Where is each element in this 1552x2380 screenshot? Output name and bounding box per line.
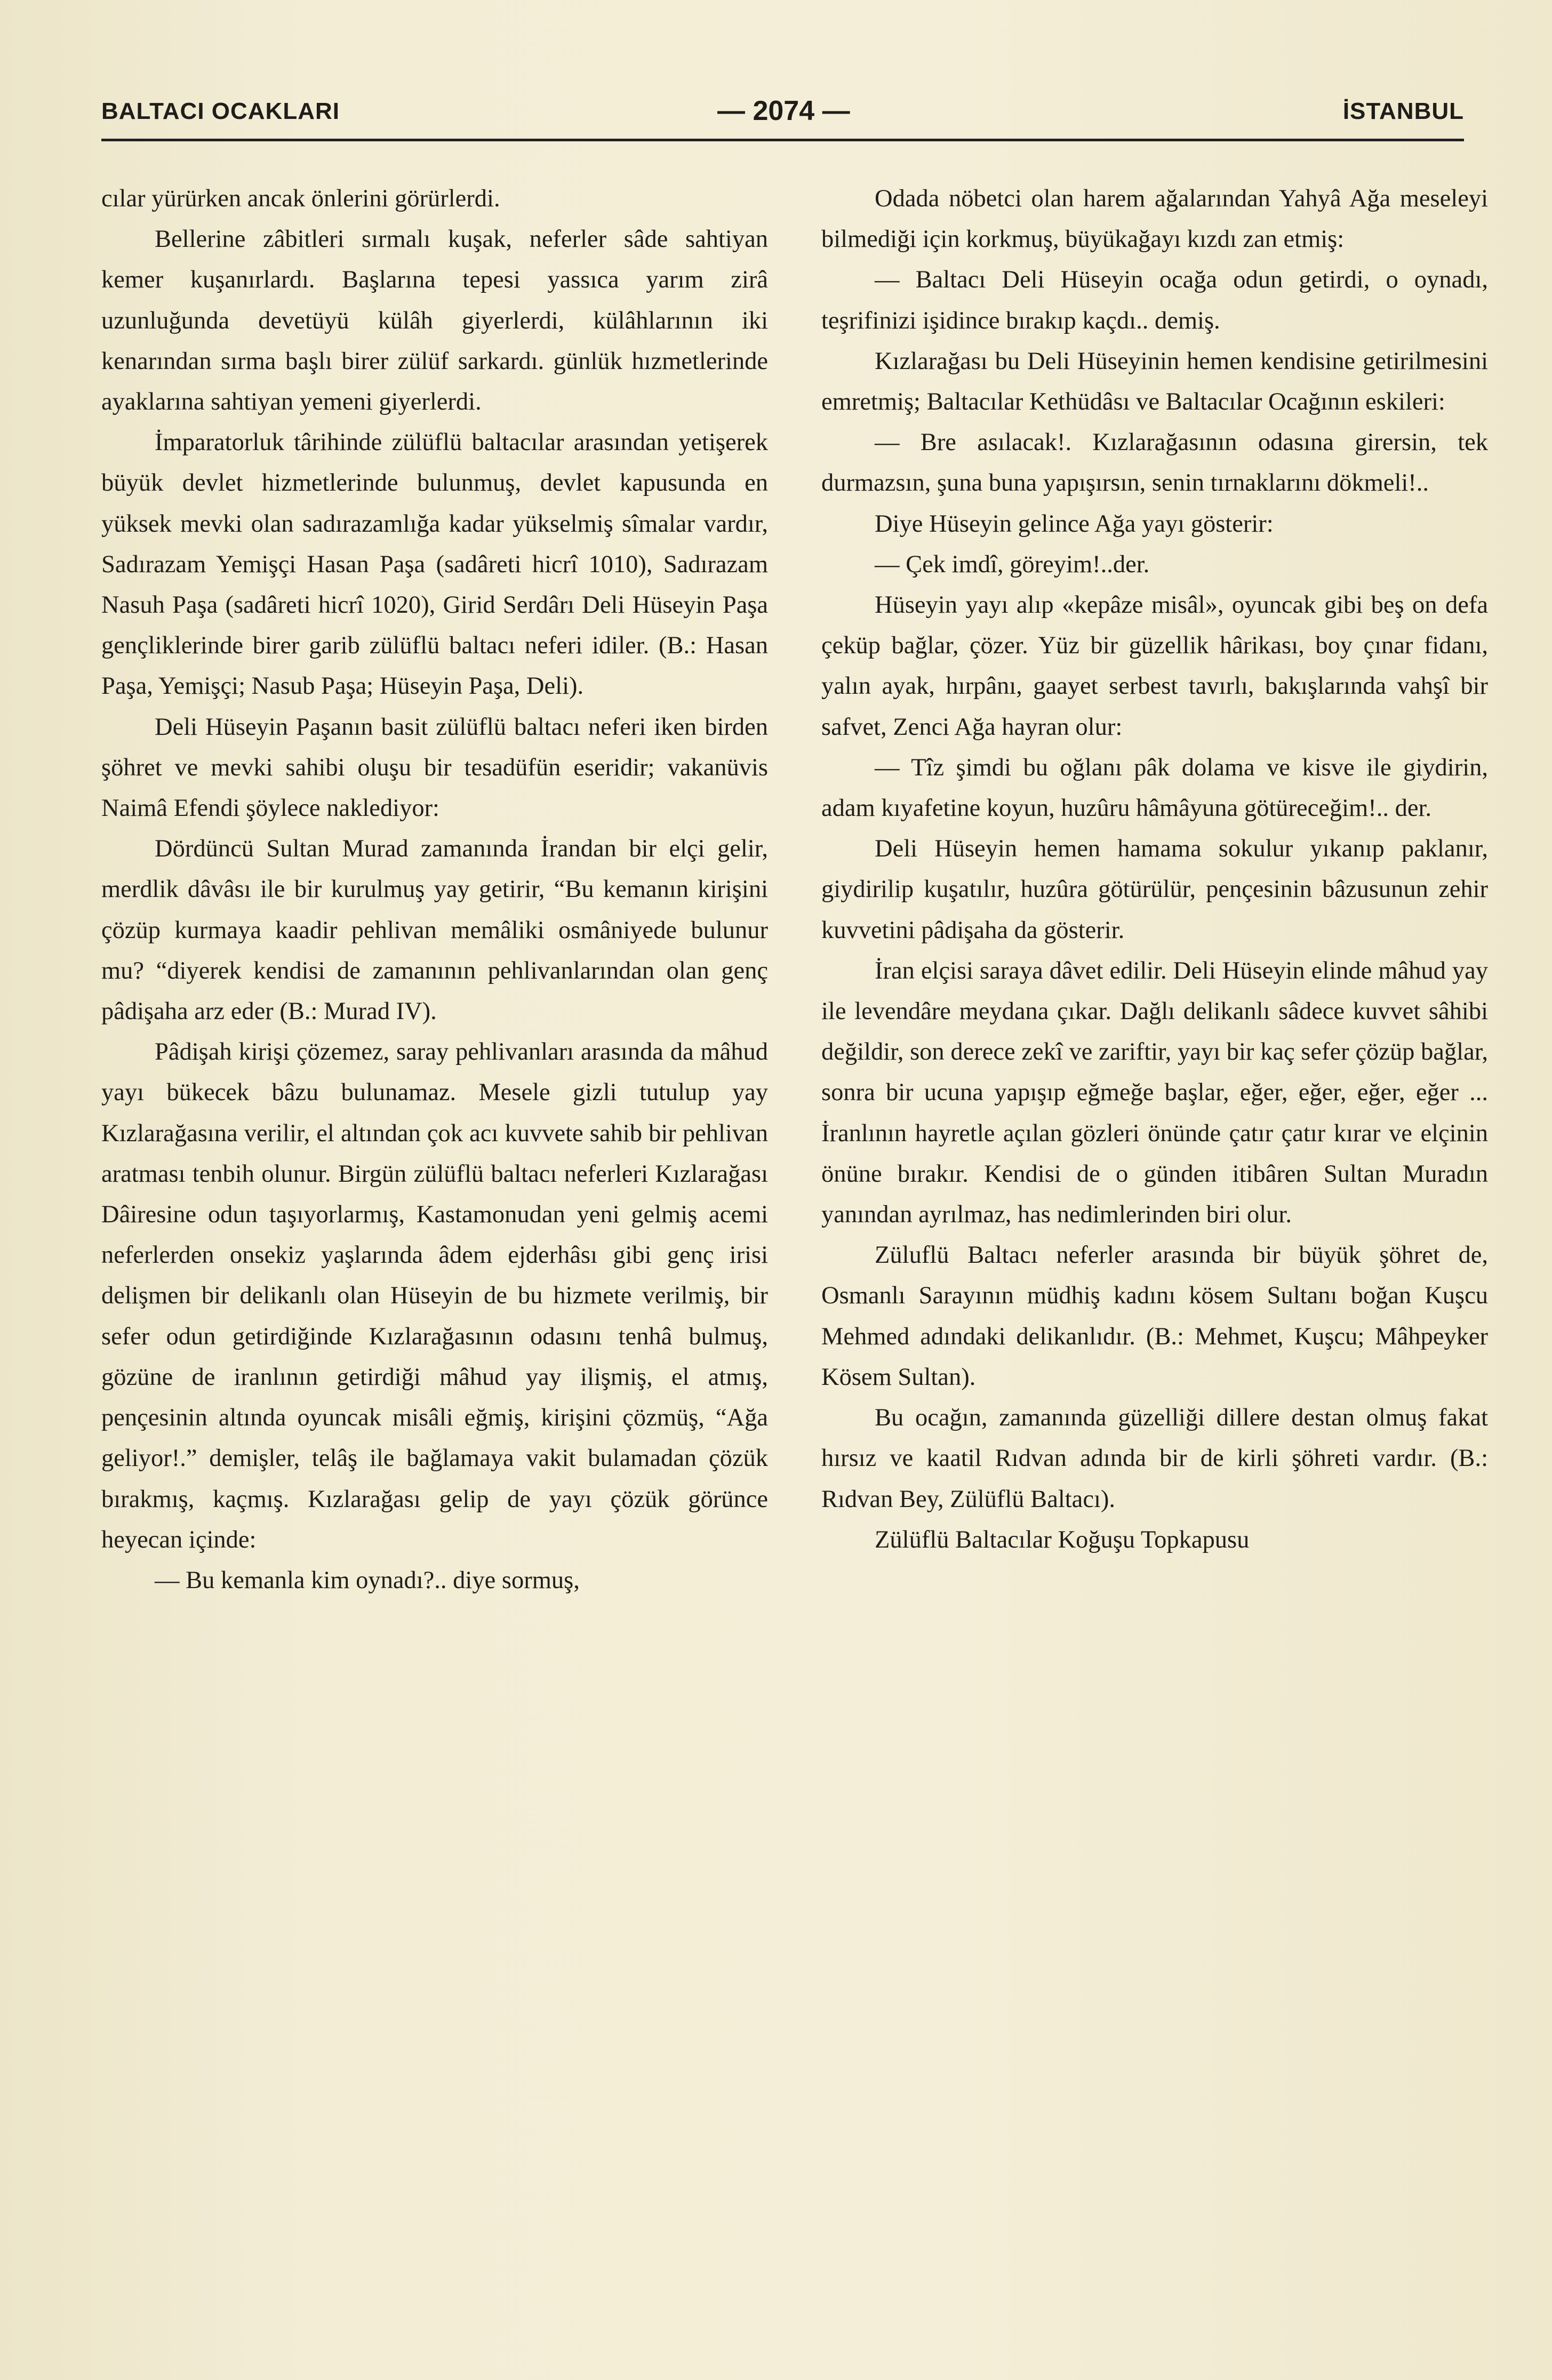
header-rule [101, 139, 1464, 141]
paragraph: — Baltacı Deli Hüseyin ocağa odun getirdi, o oynadı, teşrifinizi işidince bırakıp kaçdı.. demiş. [821, 266, 1488, 334]
paragraph: cılar yürürken ancak önlerini görürlerdi. [101, 185, 500, 212]
paragraph: Bu ocağın, zamanında güzelliği dillere destan olmuş fakat hırsız ve kaatil Rıdvan adında bir de kirli şöhreti vardır. (B.: Rıdvan Bey, Zülüflü Baltacı). [821, 1404, 1488, 1513]
paragraph: Odada nöbetci olan harem ağalarından Yahyâ Ağa meseleyi bilmediği için korkmuş, büyükağayı kızdı zan etmiş: [821, 185, 1488, 253]
paragraph: İmparatorluk târihinde zülüflü baltacılar arasından yetişerek büyük devlet hizmetlerinde bulunmuş, devlet kapusunda en yüksek mevki olan sadırazamlığa kadar yükselmiş sîmalar vardır, Sadırazam Yemişçi Hasan Paşa (sadâreti hicrî 1010), Sadırazam Nasuh Paşa (sadâreti hicrî 1020), Girid Serdârı Deli Hüseyin Paşa gençliklerinde birer garib zülüflü baltacı neferi idiler. (B.: Hasan Paşa, Yemişçi; Nasub Paşa; Hüseyin Paşa, Deli). [101, 429, 768, 700]
paragraph: Züluflü Baltacı neferler arasında bir büyük şöhret de, Osmanlı Sarayının müdhiş kadını kösem Sultanı boğan Kuşcu Mehmed adındaki delikanlıdır. (B.: Mehmet, Kuşcu; Mâhpeyker Kösem Sultan). [821, 1241, 1488, 1391]
page-number: — 2074 — [717, 95, 850, 126]
paragraph: İran elçisi saraya dâvet edilir. Deli Hüseyin elinde mâhud yay ile levendâre meydana çıkar. Dağlı delikanlı sâdece kuvvet sâhibi değildir, son derece zekî ve zariftir, yayı bir kaç sefer çözüp bağlar, sonra bir ucuna yapışıp eğmeğe başlar, eğer, eğer, eğer, eğer ... İranlının hayretle açılan gözleri önünde çatır çatır kırar ve elçinin önüne bırakır. Kendisi de o günden itibâren Sultan Muradın yanından ayrılmaz, has nedimlerinden biri olur. [821, 957, 1488, 1229]
paragraph: — Bre asılacak!. Kızlarağasının odasına girersin, tek durmazsın, şuna buna yapışırsın, senin tırnaklarını dökmeli!.. [821, 429, 1488, 497]
page-header [101, 95, 1464, 138]
right-column [821, 179, 1488, 1560]
paragraph: — Çek imdî, göreyim!..der. [875, 550, 1150, 578]
paragraph: — Bu kemanla kim oynadı?.. diye sormuş, [155, 1566, 580, 1594]
paragraph: Kızlarağası bu Deli Hüseyinin hemen kendisine getirilmesini emretmiş; Baltacılar Kethüdâsı ve Baltacılar Ocağının eskileri: [821, 347, 1488, 416]
paragraph: Deli Hüseyin Paşanın basit zülüflü baltacı neferi iken birden şöhret ve mevki sahibi oluşu bir tesadüfün eseridir; vakanüvis Naimâ Efendi şöylece naklediyor: [101, 713, 768, 822]
paragraph: — Tîz şimdi bu oğlanı pâk dolama ve kisve ile giydirin, adam kıyafetine koyun, huzûru hâmâyuna götüreceğim!.. der. [821, 754, 1488, 822]
paragraph: Hüseyin yayı alıp «kepâze misâl», oyuncak gibi beş on defa çeküp bağlar, çözer. Yüz bir güzellik hârikası, boy çınar fidanı, yalın ayak, hırpânı, gaayet serbest tavırlı, bakışlarında vahşî bir safvet, Zenci Ağa hayran olur: [821, 591, 1488, 741]
paragraph: Zülüflü Baltacılar Koğuşu Topkapusu [875, 1526, 1250, 1553]
paragraph: Dördüncü Sultan Murad zamanında İrandan bir elçi gelir, merdlik dâvâsı ile bir kurulmuş yay getirir, “Bu kemanın kirişini çözüp kurmaya kaadir pehlivan memâliki osmâniyede bulunur mu? “diyerek kendisi de zamanının pehlivanlarından olan genç pâdişaha arz eder (B.: Murad IV). [101, 835, 768, 1025]
left-column [101, 179, 768, 1601]
paragraph: Pâdişah kirişi çözemez, saray pehlivanları arasında da mâhud yayı bükecek bâzu bulunamaz. Mesele gizli tutulup yay Kızlarağasına verilir, el altından çok acı kuvvete sahib bir pehlivan aratması tenbih olunur. Birgün zülüflü baltacı neferleri Kızlarağası Dâiresine odun taşıyorlarmış, Kastamonudan yeni gelmiş acemi neferlerden onsekiz yaşlarında âdem ejderhâsı gibi genç irisi delişmen bir delikanlı olan Hüseyin de bu hizmete verilmiş, bir sefer odun getirdiğinde Kızlarağasının odasını tenhâ bulmuş, gözüne de iranlının getirdiği mâhud yay ilişmiş, el atmış, pençesinin altında oyuncak misâli eğmiş, kirişini çözmüş, “Ağa geliyor!.” demişler, telâş ile bağlamaya vakit bulamadan çözük bırakmış, kaçmış. Kızlarağası gelip de yayı çözük görünce heyecan içinde: [101, 1038, 768, 1553]
paragraph: Deli Hüseyin hemen hamama sokulur yıkanıp paklanır, giydirilip kuşatılır, huzûra götürülür, pençesinin bâzusunun zehir kuvvetini pâdişaha da gösterir. [821, 835, 1488, 944]
running-section: İSTANBUL [1342, 98, 1464, 124]
paragraph: Diye Hüseyin gelince Ağa yayı gösterir: [875, 510, 1274, 538]
paragraph: Bellerine zâbitleri sırmalı kuşak, neferler sâde sahtiyan kemer kuşanırlardı. Başlarına tepesi yassıca yarım zirâ uzunluğunda devetüyü külâh giyerlerdi, külâhlarının iki kenarından sırma başlı birer zülüf sarkardı. günlük hızmetlerinde ayaklarına sahtiyan yemeni giyerlerdi. [101, 226, 768, 416]
running-title: BALTACI OCAKLARI [101, 98, 340, 124]
